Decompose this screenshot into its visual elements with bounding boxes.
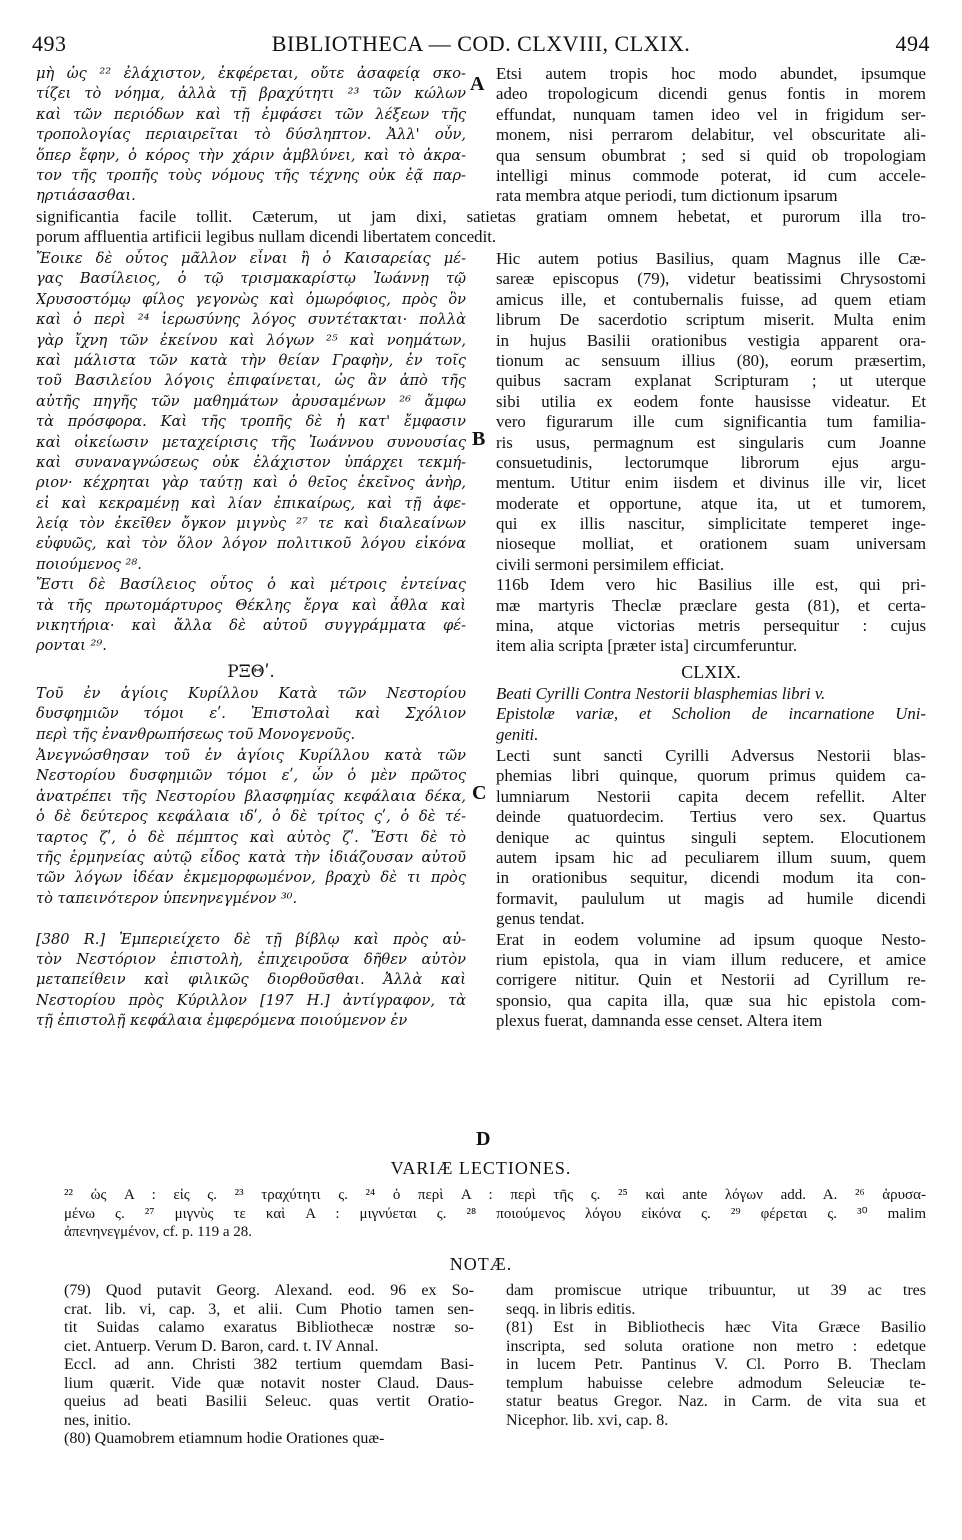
text-line: corrigere nititur. Quin et Nestorii ad Cyrillum re- — [496, 970, 926, 990]
text-line: τοῦ Βασιλείου λόγοις ἐπιφαίνεται, ὡς ἂν ἀπὸ τῆς — [36, 372, 466, 390]
text-line: vero figurarum ille cum significantia tum familia- — [496, 412, 926, 432]
text-line: τον τῆς τροπῆς τοὺς νόμους τῆς τέχνης οὐκ ἐᾷ παρ- — [36, 166, 466, 184]
text-line: genus tendat. — [496, 909, 585, 929]
text-line: αὐτῆς πηγῆς τῶν μαθημάτων ἀρυσαμένων ²⁶ ἄμφω — [36, 392, 466, 410]
text-line: mæ martyris Theclæ præclare gesta (81), et certa- — [496, 595, 926, 615]
text-line: νικητήρια· καὶ ἄλλα δὲ αὐτοῦ συγγράμματα φέ- — [36, 617, 466, 635]
text-line: mina, atque victorias metris persequitur : cujus — [496, 616, 926, 636]
latin-column-bottom — [496, 746, 926, 1031]
text-line: civili sermoni persimilem efficiat. — [496, 554, 725, 574]
text-line: 116b Idem vero hic Basilius ille est, qui pri- — [496, 575, 926, 595]
text-line: phemias libri quinque, quorum primus quidem ca- — [496, 766, 926, 786]
text-line: sibi utilia ex eodem fonte hausisse videatur. Et — [496, 391, 926, 411]
text-line: τῆς ἑρμηνείας αὐτῷ εἶδος κατὰ τὴν ἰδιάζουσαν αὐτοῦ — [36, 848, 466, 866]
text-line: sponsio, qua capita illa, quæ sua hic epistola com- — [496, 990, 926, 1010]
text-line: rata membra atque periodi, tum dictionum ipsarum — [496, 186, 838, 206]
text-line: καὶ μάλιστα τῶν κατὰ τὴν θείαν Γραφὴν, ἐν τοῖς — [36, 351, 466, 369]
text-line: Lecti sunt sancti Cyrilli Adversus Nestorii blas- — [496, 746, 926, 765]
text-line: librum De sacerdotio scriptum miserit. Multa enim — [496, 310, 926, 330]
text-line: geniti. — [496, 724, 539, 744]
text-line: τῇ ἐπιστολῇ κεφάλαια ἐμφερόμενα ποιούμενον ἐν — [36, 1012, 408, 1030]
margin-letter-b: B — [472, 428, 486, 450]
text-line: formavit, paululum ut magis ad humile dicendi — [496, 888, 926, 908]
text-line: statur beatus Gregor. Naz. in Carm. de vita sua et — [506, 1393, 926, 1410]
text-line: tit Suidas calamo exaratus Bibliothecæ nostræ so- — [64, 1319, 474, 1336]
variae-heading: VARIÆ LECTIONES. — [390, 1158, 572, 1178]
text-line: τὰ πρόσφορα. Καὶ τῆς τροπῆς δὲ ἡ κατ' ἔμφασιν — [36, 413, 466, 431]
text-line: adeo tropologicum dicendi genus fontis in morem — [496, 84, 926, 104]
text-line: item alia scripta [præter ista] circumferuntur. — [496, 636, 798, 656]
text-line: ciet. Antuerp. Verum D. Baron, card. t. IV Annal. — [64, 1337, 379, 1355]
text-line: ποιούμενος ²⁸. — [36, 555, 142, 573]
text-line: λείᾳ τὸν ἐκεῖθεν ὄγκον μιγνὺς ²⁷ τε καὶ διαλεαίνων — [36, 515, 466, 533]
text-line: deinde quatuordecim. Tertius vero sex. Quartus — [496, 807, 926, 827]
greek-column-middle — [36, 249, 466, 657]
text-line: (79) Quod putavit Georg. Alexand. eod. 96 ex So- — [64, 1282, 474, 1299]
latin-section-title — [496, 684, 926, 745]
greek-column-top — [36, 64, 466, 207]
text-line: τίζει τὸ νόημα, ἀλλὰ τῇ βραχύτητι ²³ τῶν κώλων — [36, 85, 466, 103]
text-line: ριον· κέχρηται γὰρ ταύτῃ καὶ ὁ θεῖος ἐκεῖνος ἀνὴρ, — [36, 474, 466, 492]
text-line: monem, nisi perrarom delabitur, vel obscuritate ali- — [496, 125, 926, 145]
text-line: in lucem Petr. Pantinus V. Cl. Porro B. Theclam — [506, 1356, 926, 1373]
text-line: significantia facile tollit. Cæterum, ut jam dixi, satietas gratiam omnem hebetat, et purorum illa tro- — [36, 207, 926, 226]
text-line: εὐφυῶς, καὶ τὸν ὅλον λόγον πολιτικοῦ λόγου εἰκόνα — [36, 535, 466, 553]
greek-section-number: ΡΞΘʹ. — [227, 662, 275, 682]
latin-section-number: CLXIX. — [681, 662, 741, 682]
variae-lectiones — [64, 1186, 926, 1242]
text-line: γας Βασίλειος, ὁ τῷ τρισμακαρίστῳ Ἰωάννῃ τῷ — [36, 270, 466, 288]
text-line: dam promiscue utrique tribuuntur, ut 39 ac tres — [506, 1282, 926, 1299]
text-line: ρονται ²⁹. — [36, 637, 107, 655]
text-line: Eccl. ad ann. Christi 382 tertium quemdam Basi- — [64, 1356, 474, 1373]
text-line: sareæ episcopus (79), videtur beatissimi Chrysostomi — [496, 269, 926, 289]
text-line: qua sensum obumbrat ; sed si quid ob tropologiam — [496, 145, 926, 165]
text-line: plexus fuerat, damnanda esse censet. Altera item — [496, 1011, 823, 1031]
text-line: amicus ille, et contubernalis fuisse, ad quem etiam — [496, 289, 926, 309]
text-line: queius ad beati Basilii Seleuc. quas vertit Oratio- — [64, 1393, 474, 1410]
text-line: Etsi autem tropis hoc modo abundet, ipsumque — [496, 64, 926, 83]
text-line: Beati Cyrilli Contra Nestorii blasphemias libri v. — [496, 684, 826, 703]
text-line: crat. lib. vi, cap. 3, et alii. Cum Photio tamen sen- — [64, 1300, 474, 1318]
text-line: Nicephor. lib. xvi, cap. 8. — [506, 1411, 669, 1429]
text-line — [36, 909, 466, 929]
notae-heading: NOTÆ. — [449, 1254, 513, 1274]
page-title: BIBLIOTHECA — COD. CLXVIII, CLXIX. — [271, 31, 691, 56]
text-line: Νεστορίου δυσφημιῶν τόμοι εʹ, ὧν ὁ μὲν πρῶτος — [36, 767, 466, 785]
text-line: Τοῦ ἐν ἁγίοις Κυρίλλου Κατὰ τῶν Νεστορίου — [36, 685, 466, 702]
margin-letter-c: C — [472, 782, 487, 804]
greek-section-title — [36, 684, 466, 745]
page-number-right: 494 — [895, 31, 930, 56]
text-line: ²² ὡς A : εἰς ς. ²³ τραχύτητι ς. ²⁴ ὁ περὶ A : περὶ τῆς ς. ²⁵ καὶ ante λόγων add. A. ²⁶ ἀρυσα- — [64, 1187, 926, 1203]
text-line: Ἀνεγνώσθησαν τοῦ ἐν ἁγίοις Κυρίλλου κατὰ τῶν — [36, 747, 466, 764]
text-line: nes, initio. — [64, 1411, 132, 1429]
text-line: Ἔστι δὲ Βασίλειος οὗτος ὁ καὶ μέτροις ἐντείνας — [36, 576, 466, 594]
page-number-left: 493 — [32, 31, 67, 56]
text-line: ὁ δὲ δεύτερος κεφάλαια ιδʹ, ὁ δὲ τρίτος ςʹ, ὁ δὲ τέ- — [36, 808, 466, 826]
text-line: μὴ ὡς ²² ἐλάχιστον, ἐκφέρεται, οὔτε ἀσαφείᾳ σκο- — [36, 65, 466, 82]
text-line: δυσφημιῶν τόμοι εʹ. Ἐπιστολαὶ καὶ Σχόλιον — [36, 705, 466, 723]
text-line: moderate et opportune, atque ita, ut et tumorem, — [496, 493, 926, 513]
text-line: mentum. Utitur enim iisdem et divinus ille vir, licet — [496, 473, 926, 493]
text-line: εἰ καὶ κεκραμένῃ καὶ λίαν ἐπικαίρως, καὶ τῇ ἀφε- — [36, 494, 466, 512]
text-line: Νεστορίου πρὸς Κύριλλον [197 H.] ἀντίγραφον, τὰ — [36, 991, 466, 1009]
text-line: Χρυσοστόμῳ φίλος γεγονὼς καὶ ὁμωρόφιος, πρὸς ὃν — [36, 290, 466, 308]
text-line: τὰ τῆς πρωτομάρτυρος Θέκλης ἔργα καὶ ἆθλα καὶ — [36, 596, 466, 614]
text-line: ἀπενηνεγμένον, cf. p. 119 a 28. — [64, 1224, 252, 1240]
text-line: seqq. in libris editis. — [506, 1300, 636, 1318]
text-line: ὅπερ ἔφην, ὁ κόρος τὴν χάριν ἀμβλύνει, καὶ τὸ ἀκρα- — [36, 146, 466, 164]
text-line: τῶν λόγων ἰδέαν ἐκμεμορφωμένον, βραχὺ δὲ τι πρὸς — [36, 869, 466, 887]
text-line: effundat, nunquam tamen ideo vel in frigidum ser- — [496, 104, 926, 124]
text-line: ἀνατρέπει τῆς Νεστορίου βλασφημίας κεφάλαια δέκα, — [36, 787, 466, 805]
text-line: lium quærit. Vide quæ notavit noster Claud. Daus- — [64, 1374, 474, 1392]
margin-letter-a: A — [470, 73, 485, 95]
text-line: Erat in eodem volumine ad ipsum quoque Nesto- — [496, 929, 926, 949]
text-line: templum habuisse celebre admodum Seleuciæ te- — [506, 1374, 926, 1392]
notes-left-column — [64, 1282, 474, 1449]
text-line: ταρτος ζʹ, ὁ δὲ πέμπτος καὶ αὐτὸς ζʹ. Ἔστι δὲ τὸ — [36, 828, 466, 846]
latin-column-top — [496, 64, 926, 207]
notes-right-column — [506, 1282, 926, 1430]
text-line: Ἔοικε δὲ οὗτος μᾶλλον εἶναι ἢ ὁ Καισαρείας μέ- — [36, 250, 466, 267]
text-line: καὶ ὁ περὶ ²⁴ ἱερωσύνης λόγος συντέτακται· πολλὰ — [36, 311, 466, 329]
text-line: in hujus Basilii orationibus vestigia apparent ora- — [496, 330, 926, 350]
text-line: denique ac quintus singuli septem. Elocutionem — [496, 827, 926, 847]
latin-full-width — [36, 207, 926, 248]
text-line: nioseque molliat, et orationem suam universam — [496, 534, 926, 554]
text-line: ηρτιάσασθαι. — [36, 187, 136, 205]
text-line: μένω ς. ²⁷ μιγνὺς τε καὶ A : μιγνύεται ς. ²⁸ ποιούμενος λόγου εἰκόνα ς. ²⁹ φέρεται ς. ³⁰ malim — [64, 1205, 926, 1222]
text-line: autem ipsam hic ad peculiarem illum suum, quem — [496, 847, 926, 867]
text-line: (81) Est in Bibliothecis hæc Vita Græce Basilio — [506, 1319, 926, 1336]
text-line: ris usus, permagnum est singularis cum Joanne — [496, 432, 926, 452]
text-line: (80) Quamobrem etiamnum hodie Orationes quæ- — [64, 1430, 385, 1447]
text-line: porum affluentia artificii legibus nullam dicendi libertatem concedit. — [36, 227, 497, 247]
text-line: [380 R.] Ἐμπεριείχετο δὲ τῇ βίβλῳ καὶ πρὸς αὐ- — [36, 930, 466, 948]
text-line: rium epistola, qua in viam illum reducere, et amice — [496, 949, 926, 969]
text-line: γὰρ ἴχνη τῶν ἐκείνου καὶ λόγων ²⁵ καὶ νοημάτων, — [36, 331, 466, 349]
text-line: in orationibus sequitur, dicendi modum ita con- — [496, 868, 926, 888]
text-line: καὶ τῶν περιόδων καὶ τῇ ἐμφάσει τῶν λέξεων τῆς — [36, 105, 466, 123]
text-line: qui ex illis nascitur, simplicitate temperet inge- — [496, 514, 926, 534]
margin-letter-d: D — [476, 1128, 491, 1150]
text-line: τὸ ταπεινότερον ὑπενηνεγμένον ³⁰. — [36, 889, 298, 907]
text-line: τροπολογίας περιαιρεῖται τὸ δύσληπτον. Ἀλλ' οὖν, — [36, 126, 466, 144]
text-line: inscripta, sed soluta oratione non metro : edetque — [506, 1337, 926, 1355]
text-line: quibus sacram explanat Scripturam ; ut uterque — [496, 371, 926, 391]
text-line: Hic autem potius Basilius, quam Magnus ille Cæ- — [496, 249, 926, 268]
text-line: περὶ τῆς ἐνανθρωπήσεως τοῦ Μονογενοῦς. — [36, 725, 356, 743]
text-line: tionum ac sensuum illius (80), eorum præsertim, — [496, 350, 926, 370]
greek-column-bottom — [36, 746, 466, 1031]
text-line: Epistolæ variæ, et Scholion de incarnatione Uni- — [496, 704, 926, 724]
text-line: intelligi minus commode poterat, id cum accele- — [496, 165, 926, 185]
text-line: τὸν Νεστόριον ἐπιστολὴ, ἐπιχειροῦσα δῆθεν αὐτὸν — [36, 950, 466, 968]
text-line: καὶ οἰκείωσιν μεταχείρισις τῆς Ἰωάννου συνουσίας — [36, 433, 466, 451]
latin-column-middle — [496, 249, 926, 657]
text-line: μεταπείθειν καὶ φιλικῶς διορθοῦσθαι. Ἀλλὰ καὶ — [36, 971, 466, 989]
text-line: lumniarum Nestorii capita decem refellit. Alter — [496, 786, 926, 806]
running-header — [32, 30, 930, 58]
text-line: consuetudinis, lectorumque librorum ejus argu- — [496, 452, 926, 472]
text-line: καὶ συναναγνώσεως οὐκ ἐλάχιστον ὑπάρχει τεκμή- — [36, 453, 466, 471]
